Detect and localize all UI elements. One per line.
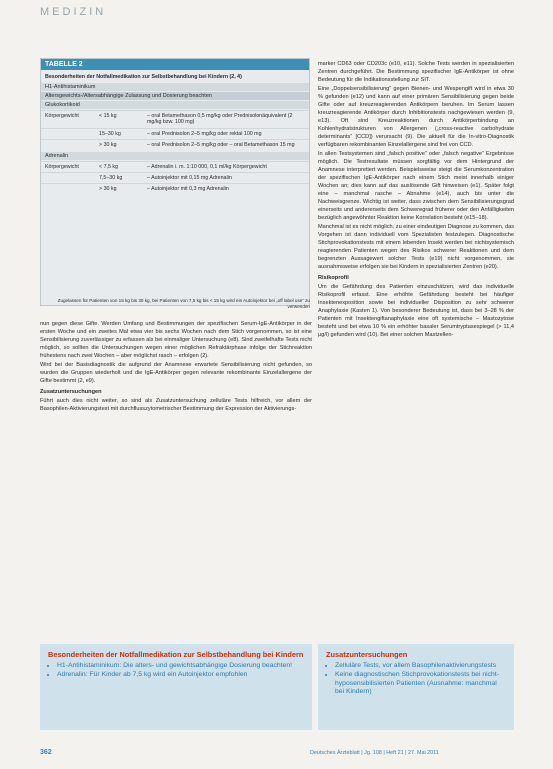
table-cell: – oral Prednisolon 2–5 mg/kg oder rektal 100 mg xyxy=(147,130,262,137)
text-column-right xyxy=(318,60,514,340)
table-cell: – oral Betamethason 0,5 mg/kg oder Prednisolonäquivalent (2 mg/kg bzw. 100 mg) xyxy=(147,113,293,126)
paragraph: Führt auch dies nicht weiter, so sind als Zusatzuntersuchung zelluläre Tests hilfreich, vor allem der Basophilen-Aktivierungstest mit durchflusszytometrischer Bestimmung der Expression der Aktivierungs- xyxy=(40,398,312,412)
summary-box-left xyxy=(40,644,312,730)
summary-box-title: Besonderheiten der Notfallmedikation zur Selbstbehandlung bei Kindern xyxy=(48,650,304,659)
table-row xyxy=(41,139,309,150)
page-number: 362 xyxy=(40,749,52,756)
table-cell: Körpergewicht xyxy=(45,113,79,119)
table-cell xyxy=(45,186,99,192)
table-section-glucocorticoid: Glukokortikoid xyxy=(41,101,309,109)
table-cell xyxy=(45,142,99,148)
table-row xyxy=(41,172,309,183)
list-item: • Adrenalin: Für Kinder ab 7,5 kg wird ein Autoinjektor empfohlen xyxy=(57,671,304,679)
table-box xyxy=(40,58,310,306)
subheading: Zusatzuntersuchungen xyxy=(40,389,102,395)
section-header: MEDIZIN xyxy=(40,6,107,18)
table-cell: > 30 kg xyxy=(99,142,117,149)
paragraph: Eine „Doppelsensibilisierung“ gegen Bienen- und Wespengift wird in etwa 30 % gefunden (e12) und kann auf einer primären Sensibilisierung gegen beide Gifte oder auf kreuzreagierenden Antikörpern beruhen. Im Serum lassen kreuzreagierende Antikörper durch Inhibitionstests nachgewiesen werden (9, e13). Oft sind Kreuzreaktionen durch Antikörperbindung an Kohlenhydratstrukturen von Allergenen („cross-reactive carbohydrate determinants“ [CCD]) verursacht (9). Die aktuell für die In-vitro-Diagnostik verfügbaren rekombinanten Einzelallergene sind frei von CCD. xyxy=(318,86,514,148)
table-row xyxy=(41,128,309,139)
list-item: • Keine diagnostischen Stichprovokationstests bei nicht-hyposensibilisierten Patienten (Ausnahme: manchmal bei Kindern) xyxy=(335,671,506,696)
table-cell: – Adrenalin i. m. 1:10 000, 0,1 ml/kg Körpergewicht xyxy=(147,163,267,170)
table-cell: < 7,5 kg xyxy=(99,163,118,170)
table-section-adrenalin: Adrenalin xyxy=(41,152,309,160)
table-cell xyxy=(45,131,99,137)
table-cell: 7,5–30 kg xyxy=(99,175,123,182)
table-cell xyxy=(45,175,99,181)
table-row xyxy=(41,110,309,128)
table-footnote: Zugelassen für Patienten von 15 kg bis 30 kg, bei Patienten von 7,5 kg bis < 15 kg wird ein Autoinjektor bei „off label use“ zu verwenden xyxy=(57,298,310,309)
table-section-note: Altersgewichts-/Altersabhängige Zulassung und Dosierung beachten xyxy=(41,92,309,100)
text-column-left xyxy=(40,320,312,414)
table-cell: – oral Prednisolon 2–5 mg/kg oder – oral Betamethason 15 mg xyxy=(147,142,295,149)
table-cell: 15–30 kg xyxy=(99,130,121,137)
table-title: Besonderheiten der Notfallmedikation zur Selbstbehandlung bei Kindern (2, 4) xyxy=(45,74,242,80)
table-label: TABELLE 2 xyxy=(41,59,309,70)
paragraph: In allen Testsystemen sind „falsch positive“ oder „falsch negative“ Ergebnisse möglich. Die Testresultate müssen sorgfältig vor dem Hintergrund der Anamnese interpretiert werden. Beispielsweise steigt die Serumkonzentration der spezifischen IgE-Antikörper nach einem Stich meist innerhalb einiger Wochen an; dies kann auf das auslösende Gift hinweisen (e1). Später folgt eine – manchmal rasche – Abnahme (e14), auch bis unter die Nachweisgrenze. Wichtig ist weiter, dass zwischen dem Sensibilisierungsgrad einerseits und andererseits dem Schweregrad früherer oder den Anfälligkeiten bezüglich angewöhnter Reaktion keine Korrelation besteht (e15–18). xyxy=(318,151,514,221)
paragraph: Manchmal ist es nicht möglich, zu einer eindeutigen Diagnose zu kommen, das Vorgehen ist dann individuell vom Spezialisten festzulegen. Diagnostische Stichprovokationstests mit einem lebenden Insekt werden bei nichtsystemisch reagierenden Patienten wegen des Risikos schwerer Reaktionen und dem begrenzten Aussagewert solcher Tests (e19) nicht vorgenommen, sie ausnahmsweise erfolgen sie bei Kindern in spezialisierten Zentren (e20). xyxy=(318,224,514,270)
paragraph: nun gegen diese Gifte. Werden Umfang und Bestimmungen der spezifischen Serum-IgE-Antikörper in der ersten Woche und ein zweites Mal etwa vier bis sechs Wochen nach dem Stich vorgenommen, so ist eine Sensibilisierung zuverlässiger zu erfassen als bei einmaliger Untersuchung (e8). Sind zweifelhafte Tests nicht möglich, so sollten die Untersuchungen wegen einer möglichen Refraktärphase infolge der Stichreaktion frühestens nach zwei Wochen – aber möglichst rasch – erfolgen (2). xyxy=(40,321,312,359)
table-cell: – Autoinjektor mit 0,15 mg Adrenalin xyxy=(147,175,232,182)
list-item: • Zelluläre Tests, vor allem Basophilenaktivierungstests xyxy=(335,662,506,670)
journal-citation: Deutsches Ärzteblatt | Jg. 108 | Heft 21 | 27. Mai 2011 xyxy=(310,750,439,756)
subheading: Risikoprofil xyxy=(318,275,349,281)
table-row xyxy=(41,183,309,194)
table-row xyxy=(41,161,309,172)
table-cell: < 15 kg xyxy=(99,113,117,119)
summary-box-title: Zusatzuntersuchungen xyxy=(326,650,408,659)
summary-box-right xyxy=(318,644,514,730)
paragraph: Wird bei der Basisdiagnostik die aufgrund der Anamnese erwartete Sensibilisierung nicht gefunden, so wurden die Gruppen wiederholt und die IgE-Antikörper gegen relevante rekombinante Einzelallergene der Gifte bestimmt (2, e9). xyxy=(40,362,312,384)
paragraph: marker CD63 oder CD203c (e10, e11). Solche Tests werden in spezialisierten Zentren durchgeführt. Die Bestimmung spezifischer IgE-Antikörper ist ohne Bedeutung für die Indikationsstellung zur SIT. xyxy=(318,61,514,83)
list-item: • H1-Antihistaminikum: Die alters- und gewichtsabhängige Dosierung beachten! xyxy=(57,662,304,670)
paragraph: Um die Gefährdung des Patienten einzuschätzen, wird das individuelle Risikoprofil erfasst. Eine erhöhte Gefährdung besteht bei häufiger Insektenexposition sowie bei individueller Disposition zu sehr schwerer Anaphylaxie (Kasten 1). Von besonderer Bedeutung ist, dass bei 3–28 % der Patienten mit Insektengiftanaphylaxie eine oft systemische – Mastozytose besteht und bei etwa 10 % ein erhöhter basaler Serumtryptasespiegel (> 11,4 µg/l) gefunden wird (10). Bei einer solchen Mastzellen- xyxy=(318,284,514,338)
table-section-antihistamine: H1-Antihistaminikum xyxy=(41,83,309,91)
table-cell: Körpergewicht xyxy=(45,163,79,170)
table-cell: – Autoinjektor mit 0,3 mg Adrenalin xyxy=(147,186,229,193)
table-cell: > 30 kg xyxy=(99,186,117,193)
